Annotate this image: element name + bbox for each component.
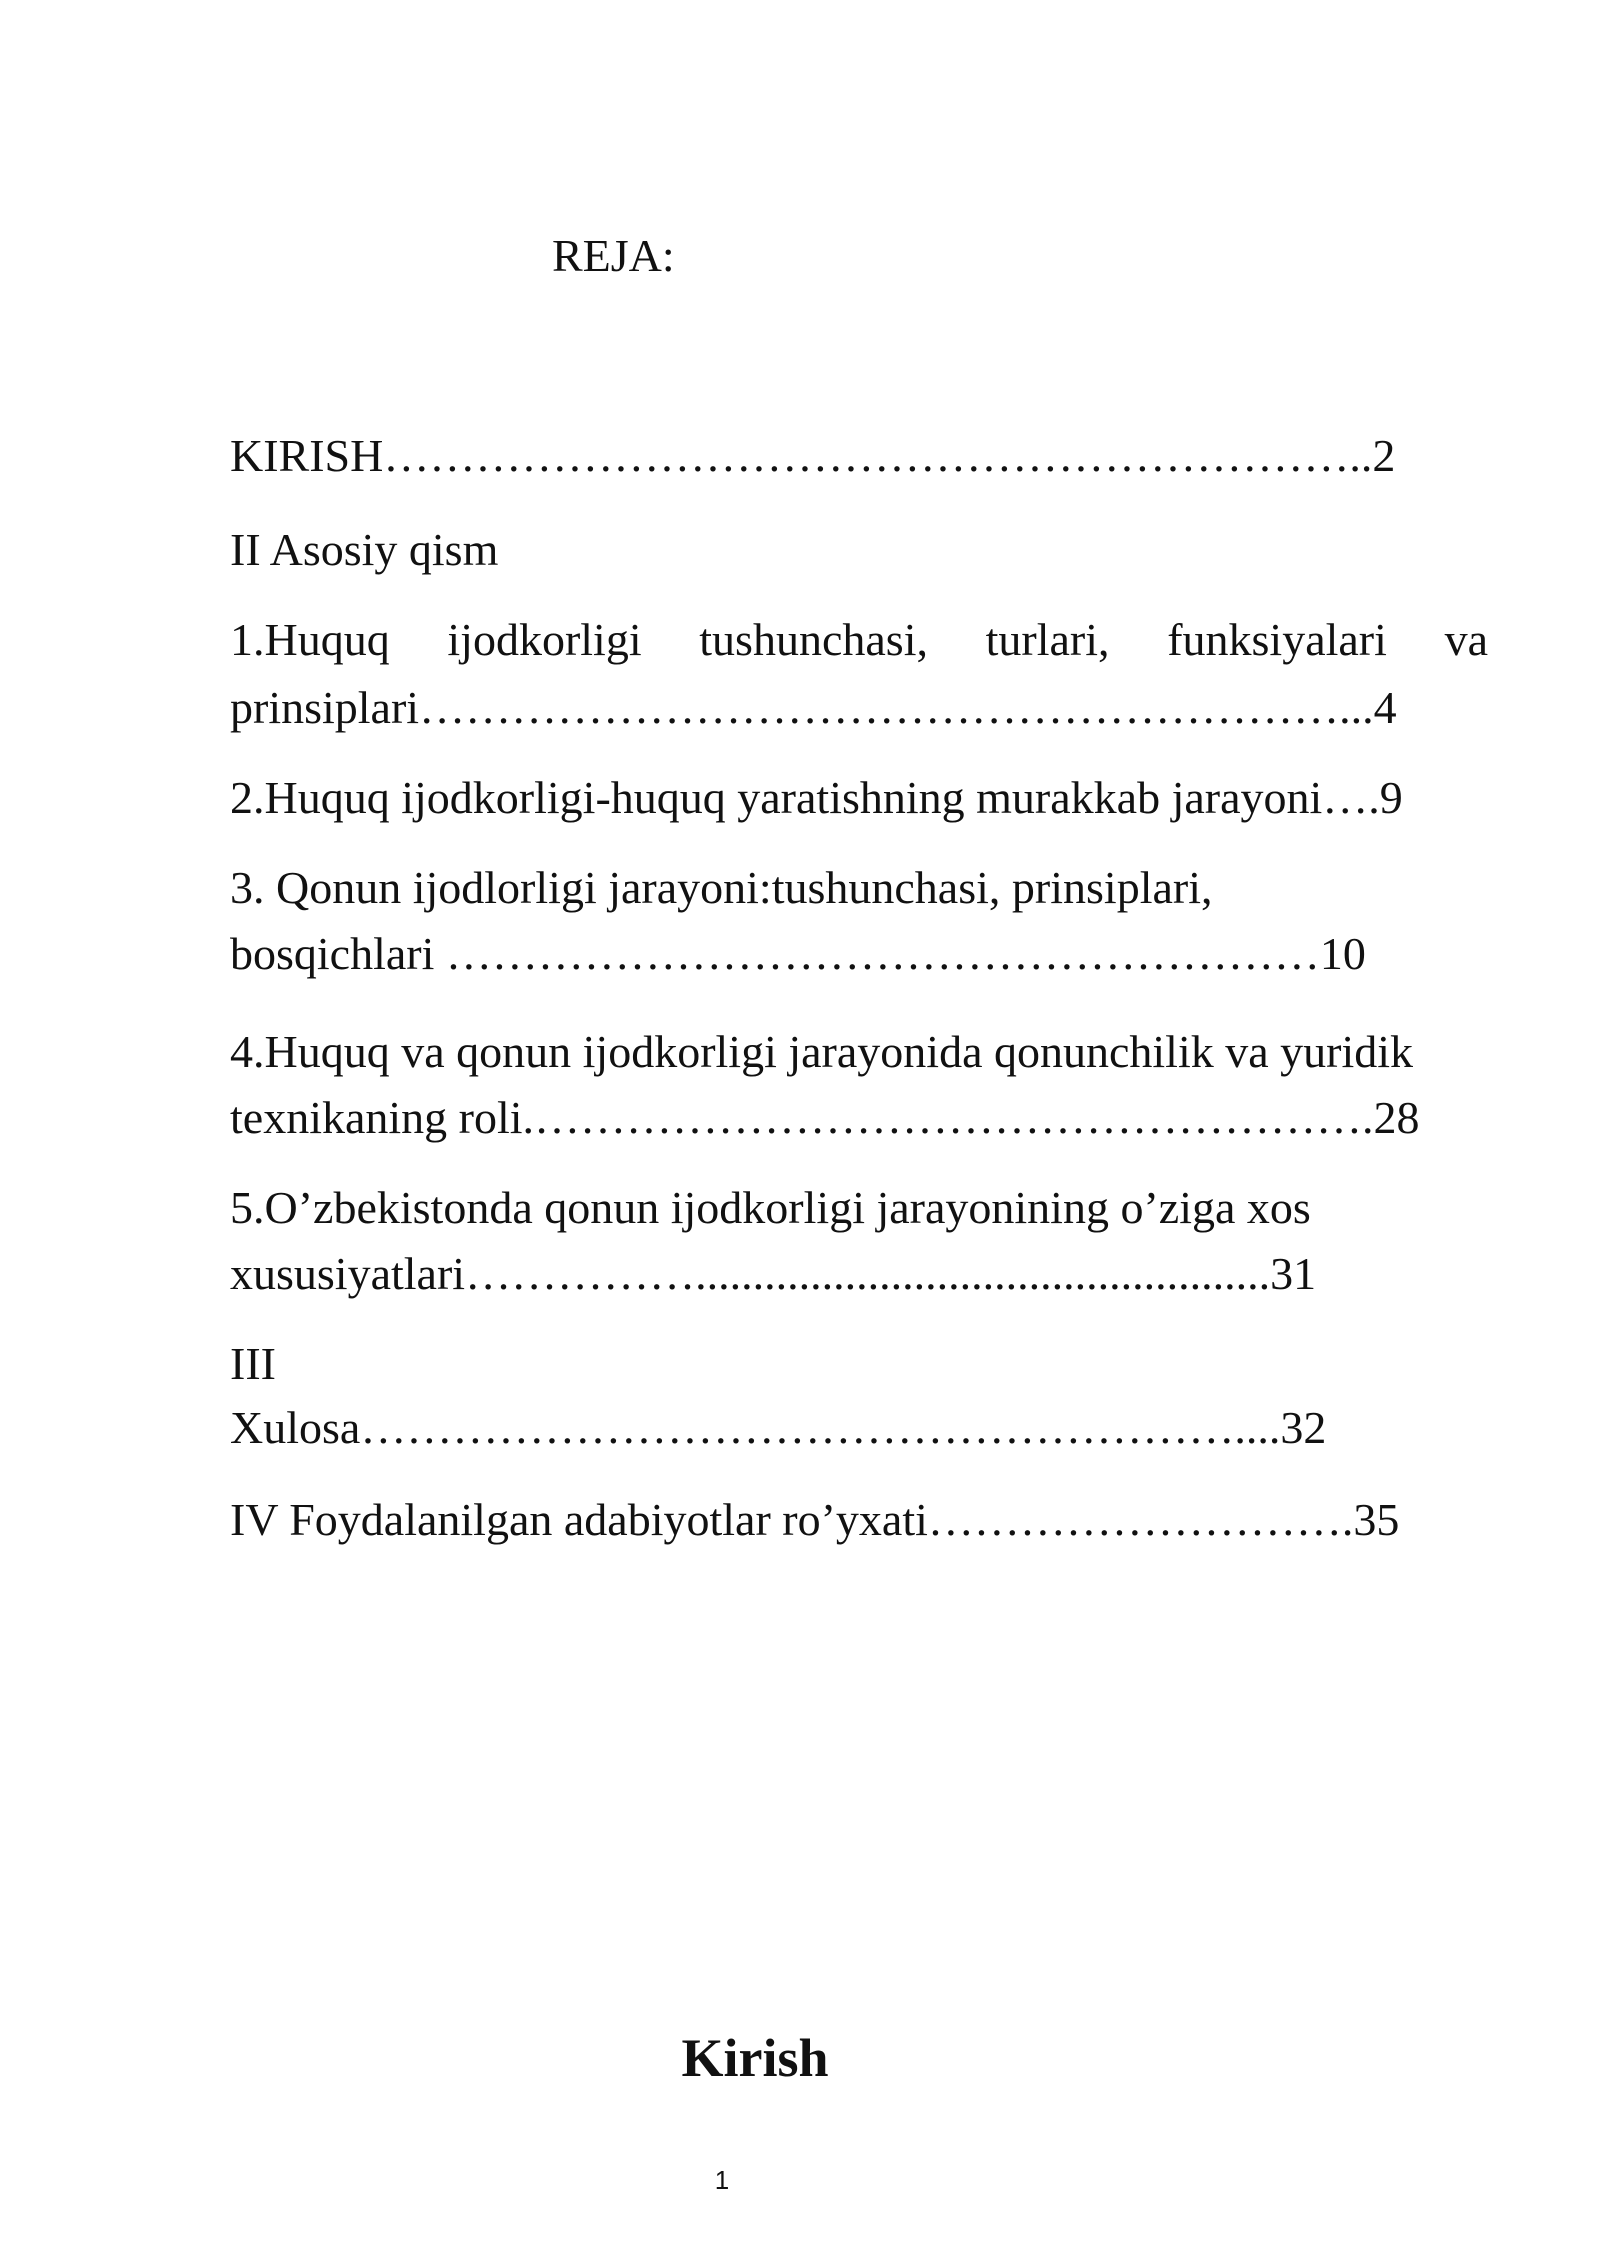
toc-entry-3-line-2: bosqichlari …………………………………………………10 <box>230 928 1366 979</box>
section-heading: Kirish <box>681 2028 829 2088</box>
toc-entry-5-line-2: xususiyatlari……………..................................................31 <box>230 1248 1317 1299</box>
toc-entry-conclusion-line-1: III <box>230 1338 276 1389</box>
toc-entry-references: IV Foydalanilgan adabiyotlar ro’yxati……………………….35 <box>230 1494 1400 1545</box>
plan-title: REJA: <box>552 230 675 281</box>
toc-entry-4-line-1: 4.Huquq va qonun ijodkorligi jarayonida qonunchilik va yuridik <box>230 1026 1414 1077</box>
toc-entry-1-line-2: prinsiplari……………………………………………………...4 <box>230 682 1397 733</box>
toc-entry-conclusion-line-2: Xulosa…………………………………………………....32 <box>230 1402 1327 1453</box>
toc-entry-1-line-1: 1.Huquq ijodkorligi tushunchasi, turlari, funksiyalari va <box>230 614 1488 665</box>
toc-entry-2: 2.Huquq ijodkorligi-huquq yaratishning murakkab jarayoni….9 <box>230 772 1403 823</box>
toc-entry-4-line-2: texnikaning roli.……………………………………………….28 <box>230 1092 1420 1143</box>
toc-entry-main-part: II Asosiy qism <box>230 524 499 575</box>
page-number: 1 <box>714 2165 730 2195</box>
toc-entry-3-line-1: 3. Qonun ijodlorligi jarayoni:tushunchasi, prinsiplari, <box>230 862 1213 913</box>
toc-entry-introduction: KIRISH………………………………………………………..2 <box>230 430 1396 481</box>
toc-entry-5-line-1: 5.O’zbekistonda qonun ijodkorligi jarayonining o’ziga xos <box>230 1182 1311 1233</box>
